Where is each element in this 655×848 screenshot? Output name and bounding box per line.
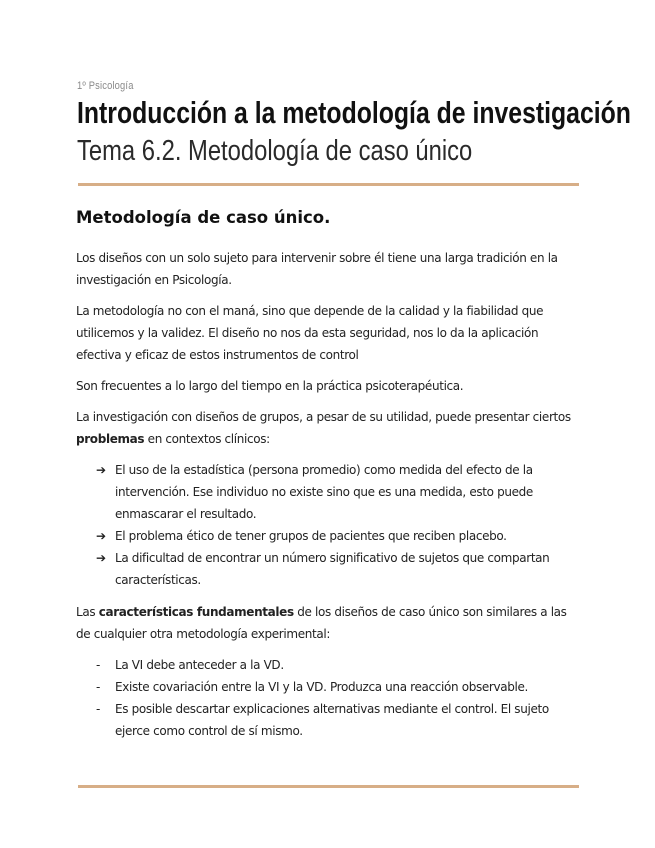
paragraph [76, 406, 576, 450]
arrow-bullet-icon: ➔ [96, 551, 106, 565]
text-run: de los diseños de caso único son similares a las de cualquier otra metodología experimental: [76, 605, 567, 641]
list-item [76, 676, 576, 698]
section-heading: Metodología de caso único. [76, 208, 331, 227]
paragraph [76, 601, 576, 645]
header-divider [78, 183, 579, 186]
list-item [76, 459, 576, 525]
list-item-text: El uso de la estadística (persona promedio) como medida del efecto de la intervención. Ese individuo no existe sino que es una medida, esto puede enmascarar el resultado. [115, 463, 533, 521]
bold-term: características fundamentales [98, 605, 294, 619]
list-item [76, 525, 576, 547]
course-label: 1º Psicología [77, 80, 134, 92]
document-header [77, 78, 631, 168]
arrow-bullet-icon: ➔ [96, 463, 106, 477]
paragraph: La metodología no con el maná, sino que depende de la calidad y la fiabilidad que utilicemos y la validez. El diseño no nos da esta seguridad, nos lo da la aplicación efectiva y eficaz de estos instrumentos de control [76, 304, 544, 362]
list-item-text: La VI debe anteceder a la VD. [115, 658, 284, 672]
bold-term: problemas [76, 432, 145, 446]
list-item-text: El problema ético de tener grupos de pacientes que reciben placebo. [115, 529, 507, 543]
paragraph: Los diseños con un solo sujeto para intervenir sobre él tiene una larga tradición en la investigación en Psicología. [76, 251, 558, 287]
footer-divider [78, 785, 579, 788]
document-body [76, 205, 576, 752]
document-subtitle: Tema 6.2. Metodología de caso único [77, 135, 473, 167]
list-item-text: La dificultad de encontrar un número significativo de sujetos que compartan características. [115, 551, 550, 587]
list-item-text: Es posible descartar explicaciones alternativas mediante el control. El sujeto ejerce como control de sí mismo. [115, 702, 549, 738]
list-item [76, 698, 576, 742]
text-run: Las [76, 605, 99, 619]
text-run: La investigación con diseños de grupos, a pesar de su utilidad, puede presentar ciertos [76, 410, 571, 424]
text-run: en contextos clínicos: [144, 432, 270, 446]
list-item-text: Existe covariación entre la VI y la VD. Produzca una reacción observable. [115, 680, 528, 694]
dash-bullet-icon: - [96, 702, 100, 716]
problems-list [76, 459, 576, 591]
paragraph: Son frecuentes a lo largo del tiempo en la práctica psicoterapéutica. [76, 379, 464, 393]
dash-bullet-icon: - [96, 680, 100, 694]
arrow-bullet-icon: ➔ [96, 529, 106, 543]
dash-bullet-icon: - [96, 658, 100, 672]
list-item [76, 654, 576, 676]
list-item [76, 547, 576, 591]
document-title: Introducción a la metodología de investigación [77, 95, 631, 130]
features-list [76, 654, 576, 742]
